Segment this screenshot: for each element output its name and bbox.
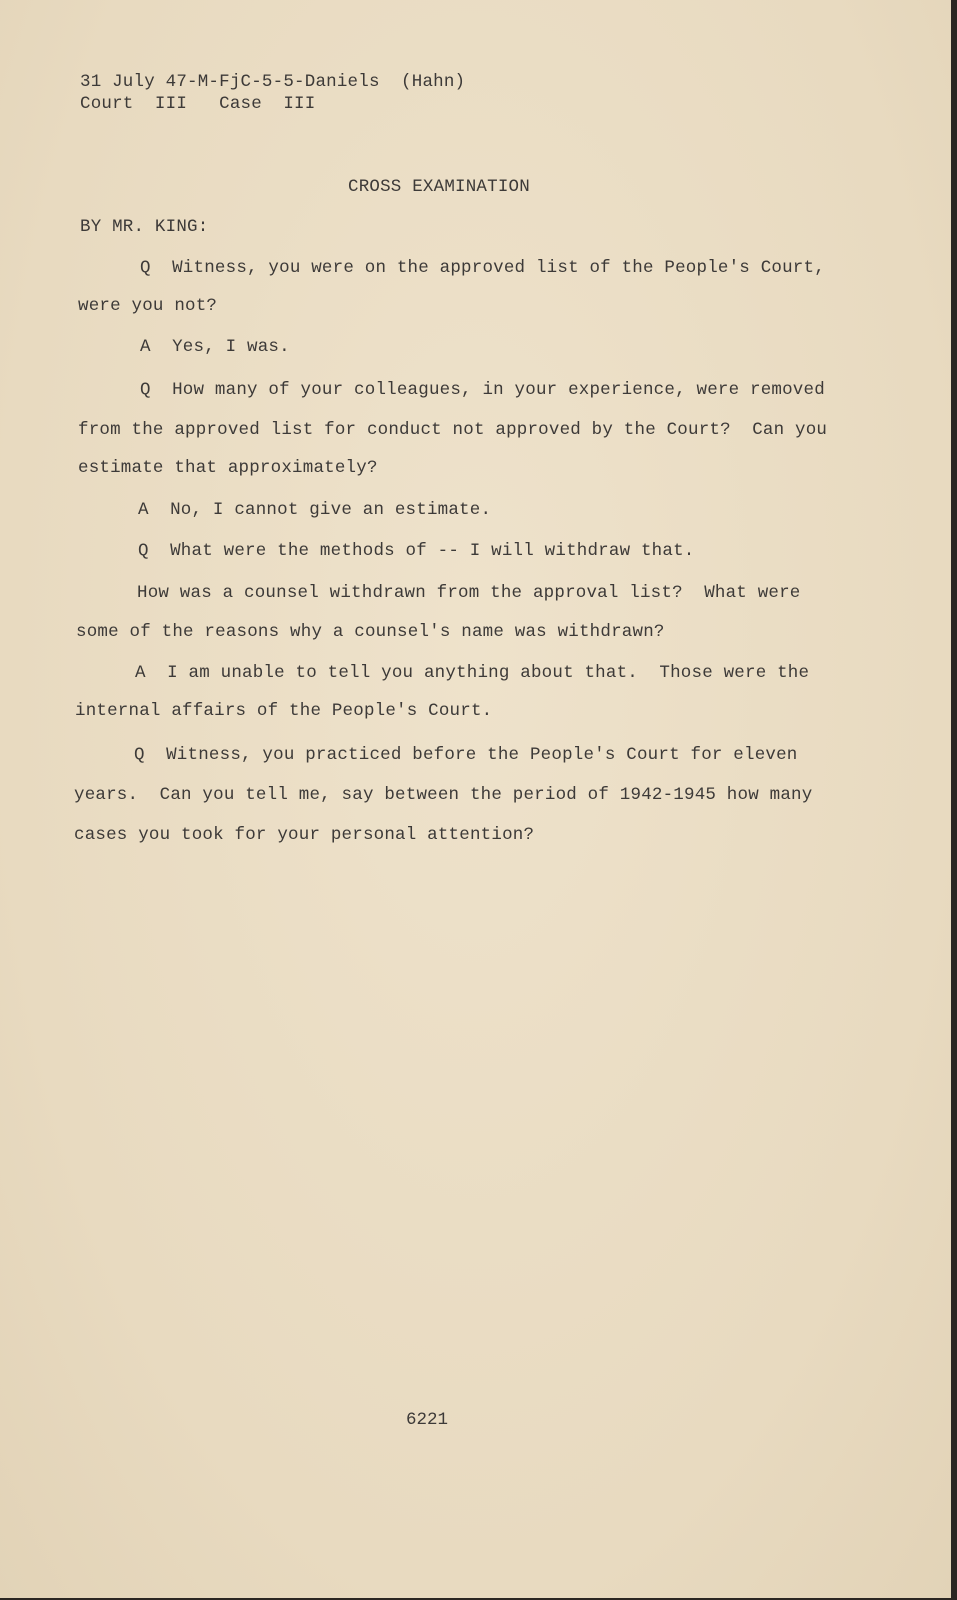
transcript-line: A No, I cannot give an estimate. [138, 500, 492, 520]
section-title: CROSS EXAMINATION [348, 177, 530, 197]
transcript-line: estimate that approximately? [78, 458, 378, 478]
transcript-line: were you not? [78, 296, 218, 316]
transcript-line: cases you took for your personal attention? [74, 825, 535, 845]
transcript-line: Q How many of your colleagues, in your experience, were removed [140, 380, 825, 400]
examiner-label: BY MR. KING: [80, 217, 209, 237]
transcript-line: internal affairs of the People's Court. [75, 701, 493, 721]
transcript-line: years. Can you tell me, say between the period of 1942-1945 how many [74, 785, 813, 805]
transcript-line: from the approved list for conduct not approved by the Court? Can you [78, 420, 828, 440]
header-line-1: 31 July 47-M-FjC-5-5-Daniels (Hahn) [80, 72, 466, 92]
page-number: 6221 [406, 1410, 449, 1430]
transcript-line: A Yes, I was. [140, 337, 290, 357]
transcript-line: Q Witness, you practiced before the People's Court for eleven [134, 745, 798, 765]
header-line-2: Court III Case III [80, 94, 316, 114]
transcript-line: Q Witness, you were on the approved list of the People's Court, [140, 258, 825, 278]
transcript-line: some of the reasons why a counsel's name was withdrawn? [76, 622, 665, 642]
transcript-line: Q What were the methods of -- I will withdraw that. [138, 541, 695, 561]
scan-edge [951, 0, 957, 1600]
transcript-line: How was a counsel withdrawn from the approval list? What were [137, 583, 801, 603]
transcript-line: A I am unable to tell you anything about that. Those were the [135, 663, 810, 683]
